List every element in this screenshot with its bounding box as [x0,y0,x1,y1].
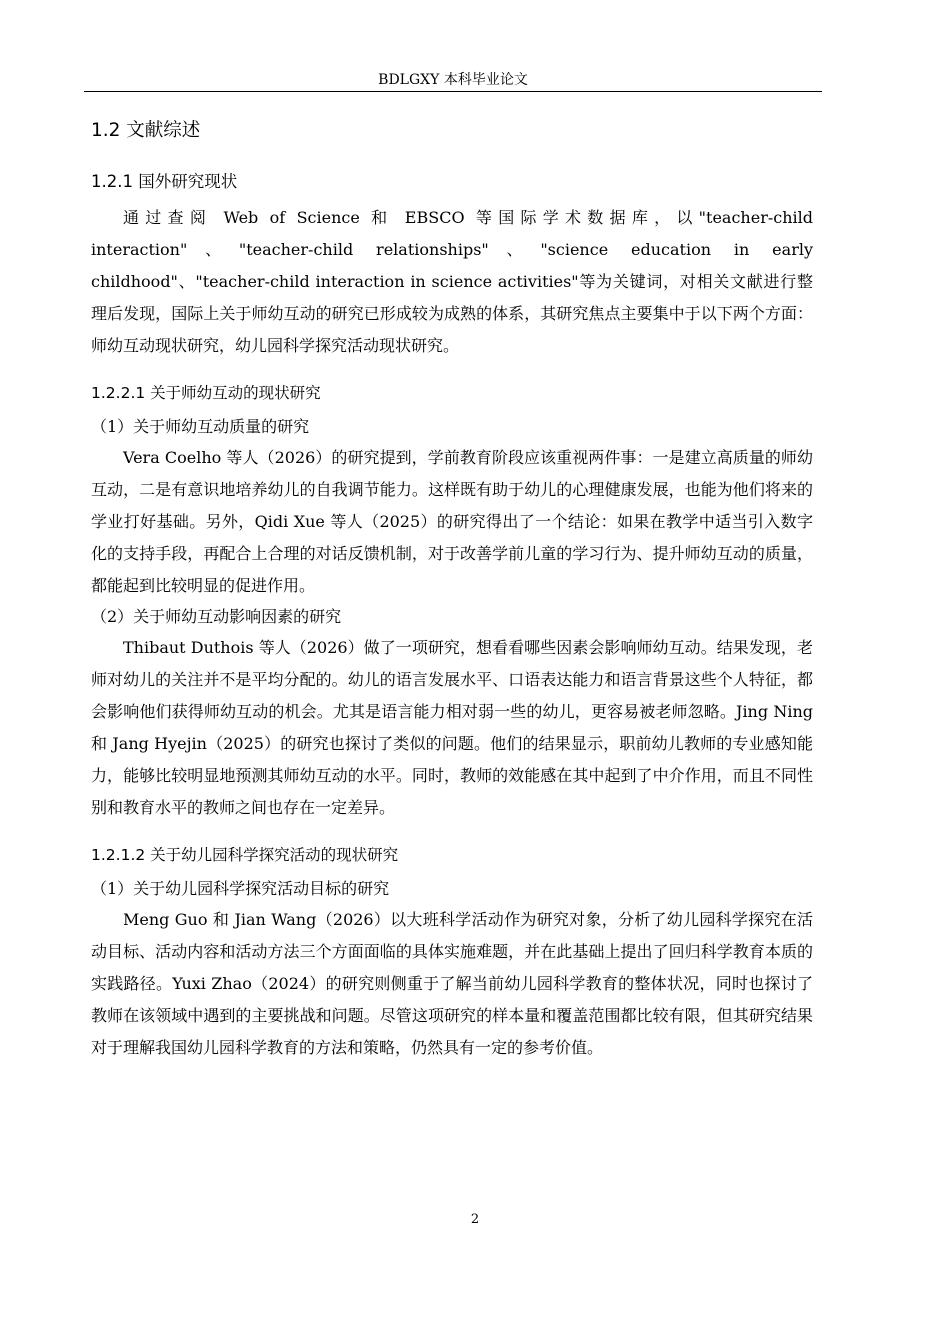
section-title: 1.2 文献综述 [91,120,201,141]
part1-item2-title: （2）关于师幼互动影响因素的研究 [91,607,342,626]
part2-item1-paragraph: Meng Guo 和 Jian Wang（2026）以大班科学活动作为研究对象，分析了幼儿园科学探究在活动目标、活动内容和活动方法三个方面面临的具体实施难题，并在此基础上提出了回归科学教育本质的实践路径。Yuxi Zhao（2024）的研究则侧重于了解当前幼儿园科学教育的整体状况，同时也探讨了教师在该领域中遇到的主要挑战和问题。尽管这项研究的样本量和覆盖范围都比较有限，但其研究结果对于理解我国幼儿园科学教育的方法和策略，仍然具有一定的参考价值。 [91,910,813,1057]
document-body [91,116,813,1064]
part2-item1-title: （1）关于幼儿园科学探究活动目标的研究 [91,879,390,898]
subsection-title: 1.2.1 国外研究现状 [91,172,238,191]
part1-item2-paragraph: Thibaut Duthois 等人（2026）做了一项研究，想看看哪些因素会影响师幼互动。结果发现，老师对幼儿的关注并不是平均分配的。幼儿的语言发展水平、口语表达能力和语言背景这些个人特征，都会影响他们获得师幼互动的机会。尤其是语言能力相对弱一些的幼儿，更容易被老师忽略。Jing Ning 和 Jang Hyejin（2025）的研究也探讨了类似的问题。他们的结果显示，职前幼儿教师的专业感知能力，能够比较明显地预测其师幼互动的水平。同时，教师的效能感在其中起到了中介作用，而且不同性别和教育水平的教师之间也存在一定差异。 [91,638,813,817]
part2-title: 1.2.1.2 关于幼儿园科学探究活动的现状研究 [91,846,399,864]
header-rule [84,91,822,92]
page-header: BDLGXY 本科毕业论文 [378,72,528,88]
part1-title: 1.2.2.1 关于师幼互动的现状研究 [91,384,321,402]
intro-paragraph: 通过查阅 Web of Science 和 EBSCO 等国际学术数据库，以"teacher-child interaction"、"teacher-child relationships"、"science education in early childhood"、"teacher-child interaction in science activities"等为关键词，对相关文献进行整理后发现，国际上关于师幼互动的研究已形成较为成熟的体系，其研究焦点主要集中于以下两个方面：师幼互动现状研究，幼儿园科学探究活动现状研究。 [91,208,813,355]
page-number: 2 [470,1212,480,1227]
part1-item1-paragraph: Vera Coelho 等人（2026）的研究提到，学前教育阶段应该重视两件事：一是建立高质量的师幼互动，二是有意识地培养幼儿的自我调节能力。这样既有助于幼儿的心理健康发展，也能为他们将来的学业打好基础。另外，Qidi Xue 等人（2025）的研究得出了一个结论：如果在教学中适当引入数字化的支持手段，再配合上合理的对话反馈机制，对于改善学前儿童的学习行为、提升师幼互动的质量，都能起到比较明显的促进作用。 [91,448,813,595]
part1-item1-title: （1）关于师幼互动质量的研究 [91,417,310,436]
